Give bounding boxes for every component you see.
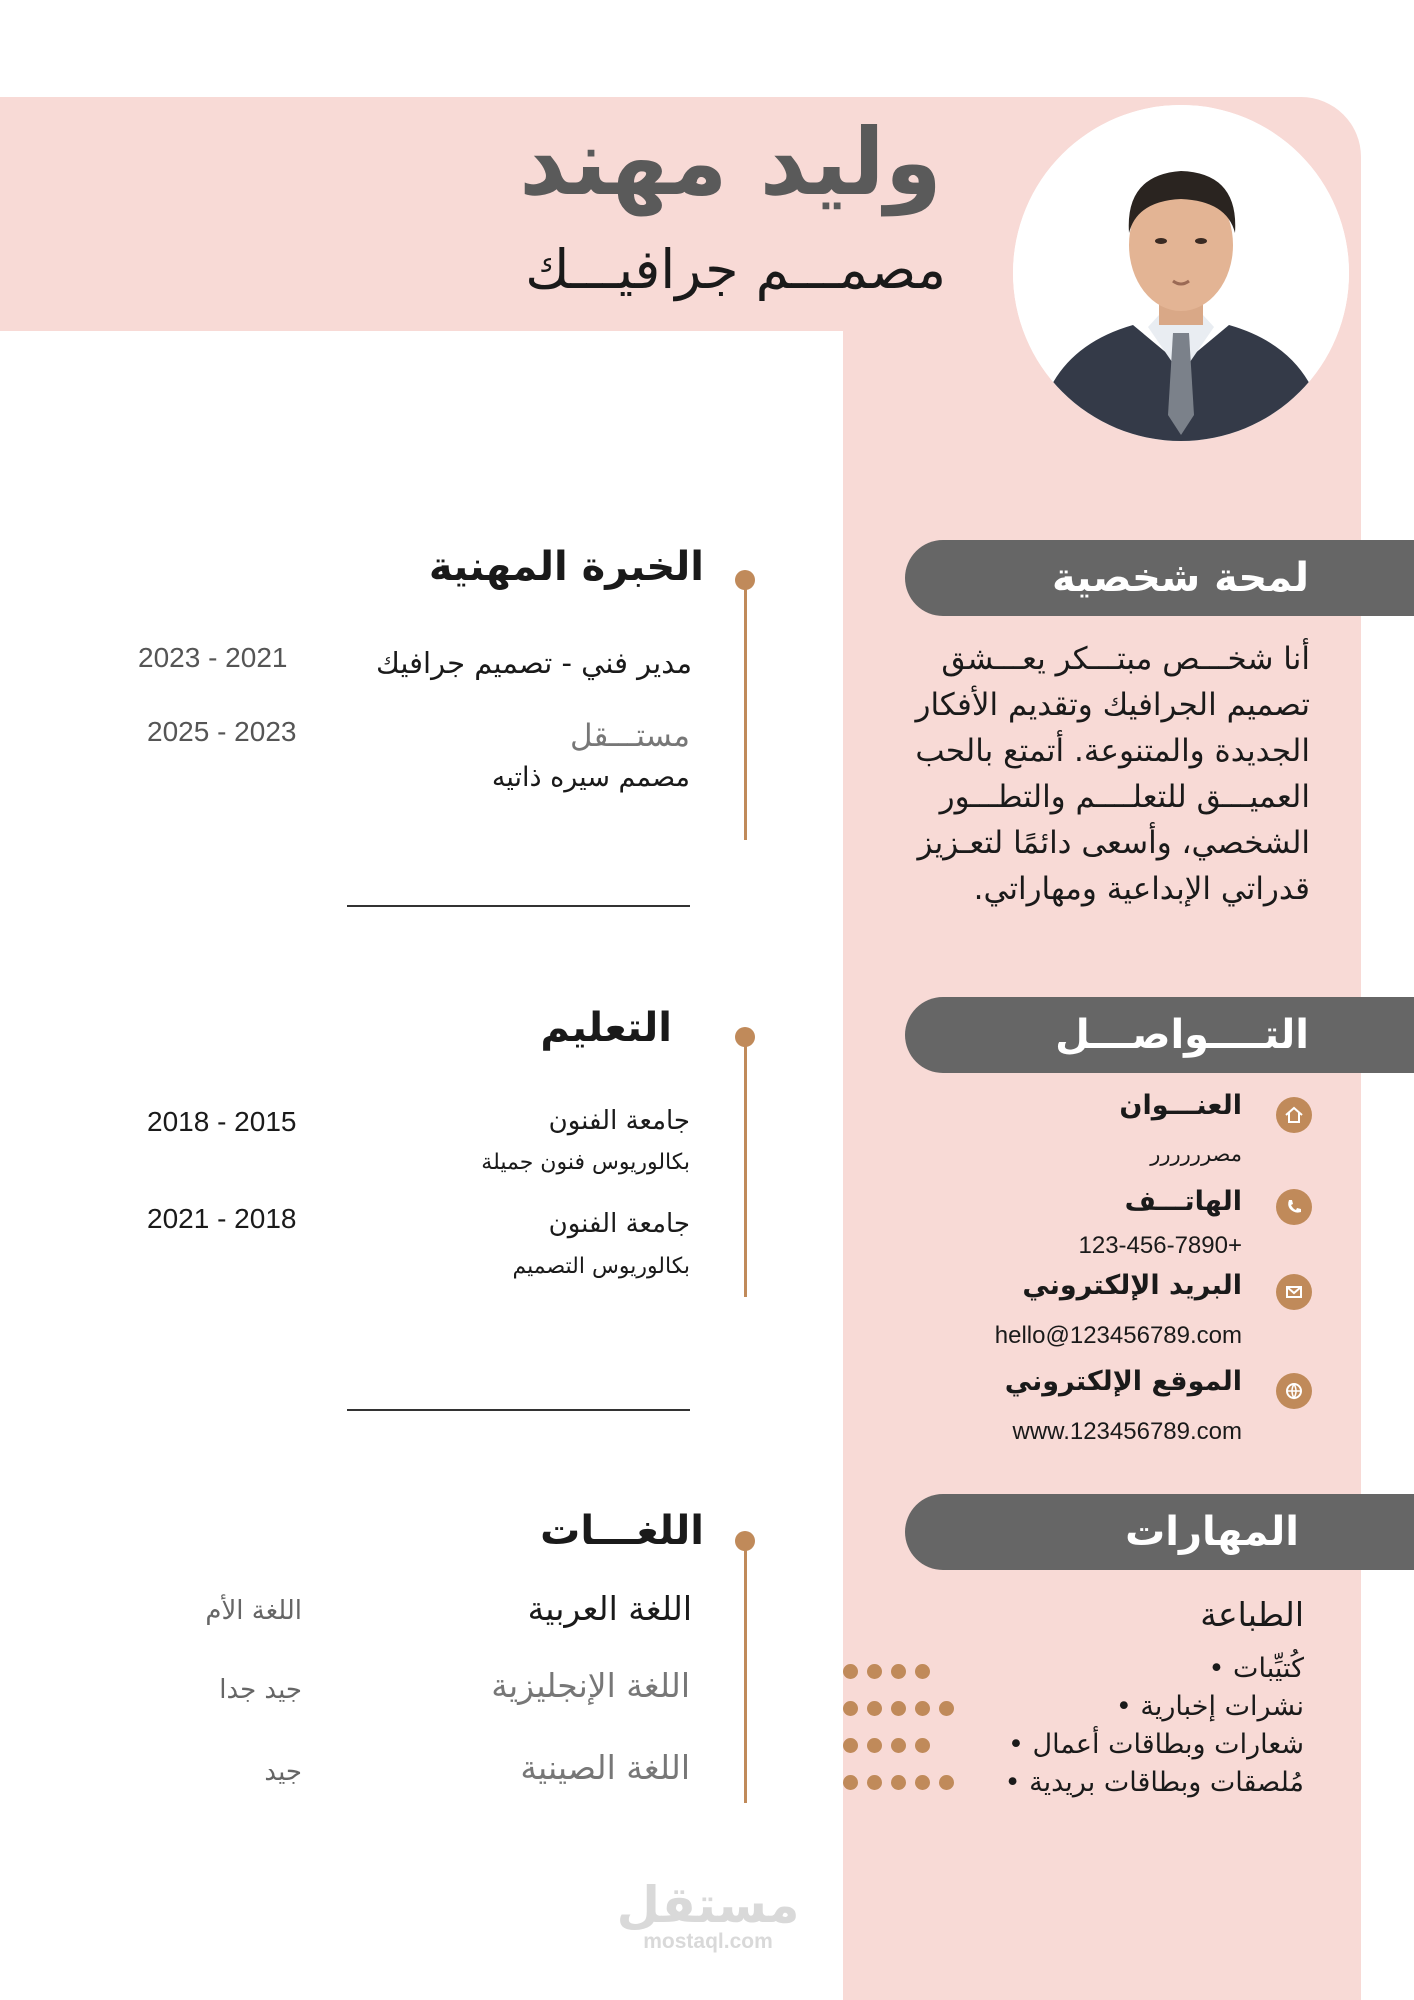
language-name: اللغة الإنجليزية	[491, 1666, 690, 1705]
language-name: اللغة العربية	[527, 1589, 692, 1628]
timeline-line	[744, 580, 747, 840]
skill-list	[1005, 1650, 1304, 1802]
experience-subrole: مصمم سيره ذاتيه	[491, 762, 690, 793]
timeline-line	[744, 1037, 747, 1297]
globe-icon	[1276, 1373, 1312, 1409]
experience-date: 2023 - 2021	[138, 642, 288, 673]
skill-item: نشرات إخبارية •	[1005, 1688, 1304, 1726]
email-label: البريد الإلكتروني	[1022, 1270, 1242, 1301]
language-name: اللغة الصينية	[520, 1748, 690, 1787]
education-school: جامعة الفنون	[548, 1209, 690, 1239]
experience-title: الخبرة المهنية	[428, 544, 704, 590]
experience-date: 2025 - 2023	[147, 716, 297, 747]
timeline-line	[744, 1541, 747, 1803]
language-level: جيد جدا	[219, 1675, 302, 1705]
home-icon	[1276, 1097, 1312, 1133]
divider	[347, 1409, 690, 1411]
education-degree: بكالوريوس التصميم	[512, 1254, 690, 1279]
website-label: الموقع الإلكتروني	[1004, 1366, 1242, 1397]
address-label: العنـــوان	[1119, 1090, 1242, 1121]
education-title: التعليم	[540, 1005, 672, 1051]
skill-item: شعارات وبطاقات أعمال •	[1005, 1726, 1304, 1764]
watermark-url: mostaql.com	[643, 1930, 773, 1953]
education-degree: بكالوريوس فنون جميلة	[481, 1150, 690, 1175]
watermark-logo: مستقل	[616, 1876, 800, 1934]
experience-role: مدير فني - تصميم جرافيك	[375, 646, 692, 680]
skill-item: مُلصقات وبطاقات بريدية •	[1005, 1764, 1304, 1802]
website-value: www.123456789.com	[1012, 1418, 1242, 1445]
mail-icon	[1276, 1274, 1312, 1310]
experience-role: مستـــقل	[569, 718, 690, 754]
phone-label: الهاتـــف	[1124, 1186, 1242, 1217]
education-school: جامعة الفنون	[548, 1106, 690, 1136]
skill-item: كُتيِّبات •	[1005, 1650, 1304, 1688]
divider	[347, 905, 690, 907]
job-title: مصمـــم جرافيـــك	[525, 238, 946, 301]
dot-pattern	[843, 1664, 954, 1790]
email-value: hello@123456789.com	[994, 1322, 1242, 1349]
person-name: وليد مهند	[519, 109, 942, 216]
education-date: 2021 - 2018	[147, 1203, 297, 1234]
phone-icon	[1276, 1189, 1312, 1225]
language-level: جيد	[264, 1757, 302, 1787]
profile-text: أنا شخـــص مبتـــكر يعـــشق تصميم الجرافيك وتقديم الأفكار الجديدة والمتنوعة. أتمتع بالحب العميـــق للتعلــــم والتطـــور الشخصي، وأسعى دائمًا لتعـزيز قدراتي الإبداعية ومهاراتي.	[915, 641, 1310, 907]
watermark	[598, 1876, 818, 1954]
phone-value: +123-456-7890	[1078, 1232, 1242, 1259]
languages-title: اللغـــات	[540, 1508, 704, 1554]
skill-category: الطباعة	[1200, 1595, 1304, 1634]
portrait-image	[1013, 105, 1349, 441]
profile-photo	[1013, 105, 1349, 441]
skills-header: المهارات	[905, 1494, 1414, 1570]
address-value: مصرررررر	[1150, 1142, 1242, 1166]
education-date: 2018 - 2015	[147, 1106, 297, 1137]
profile-header: لمحة شخصية	[905, 540, 1414, 616]
contact-header: التــــواصـــل	[905, 997, 1414, 1073]
language-level: اللغة الأم	[205, 1596, 302, 1626]
